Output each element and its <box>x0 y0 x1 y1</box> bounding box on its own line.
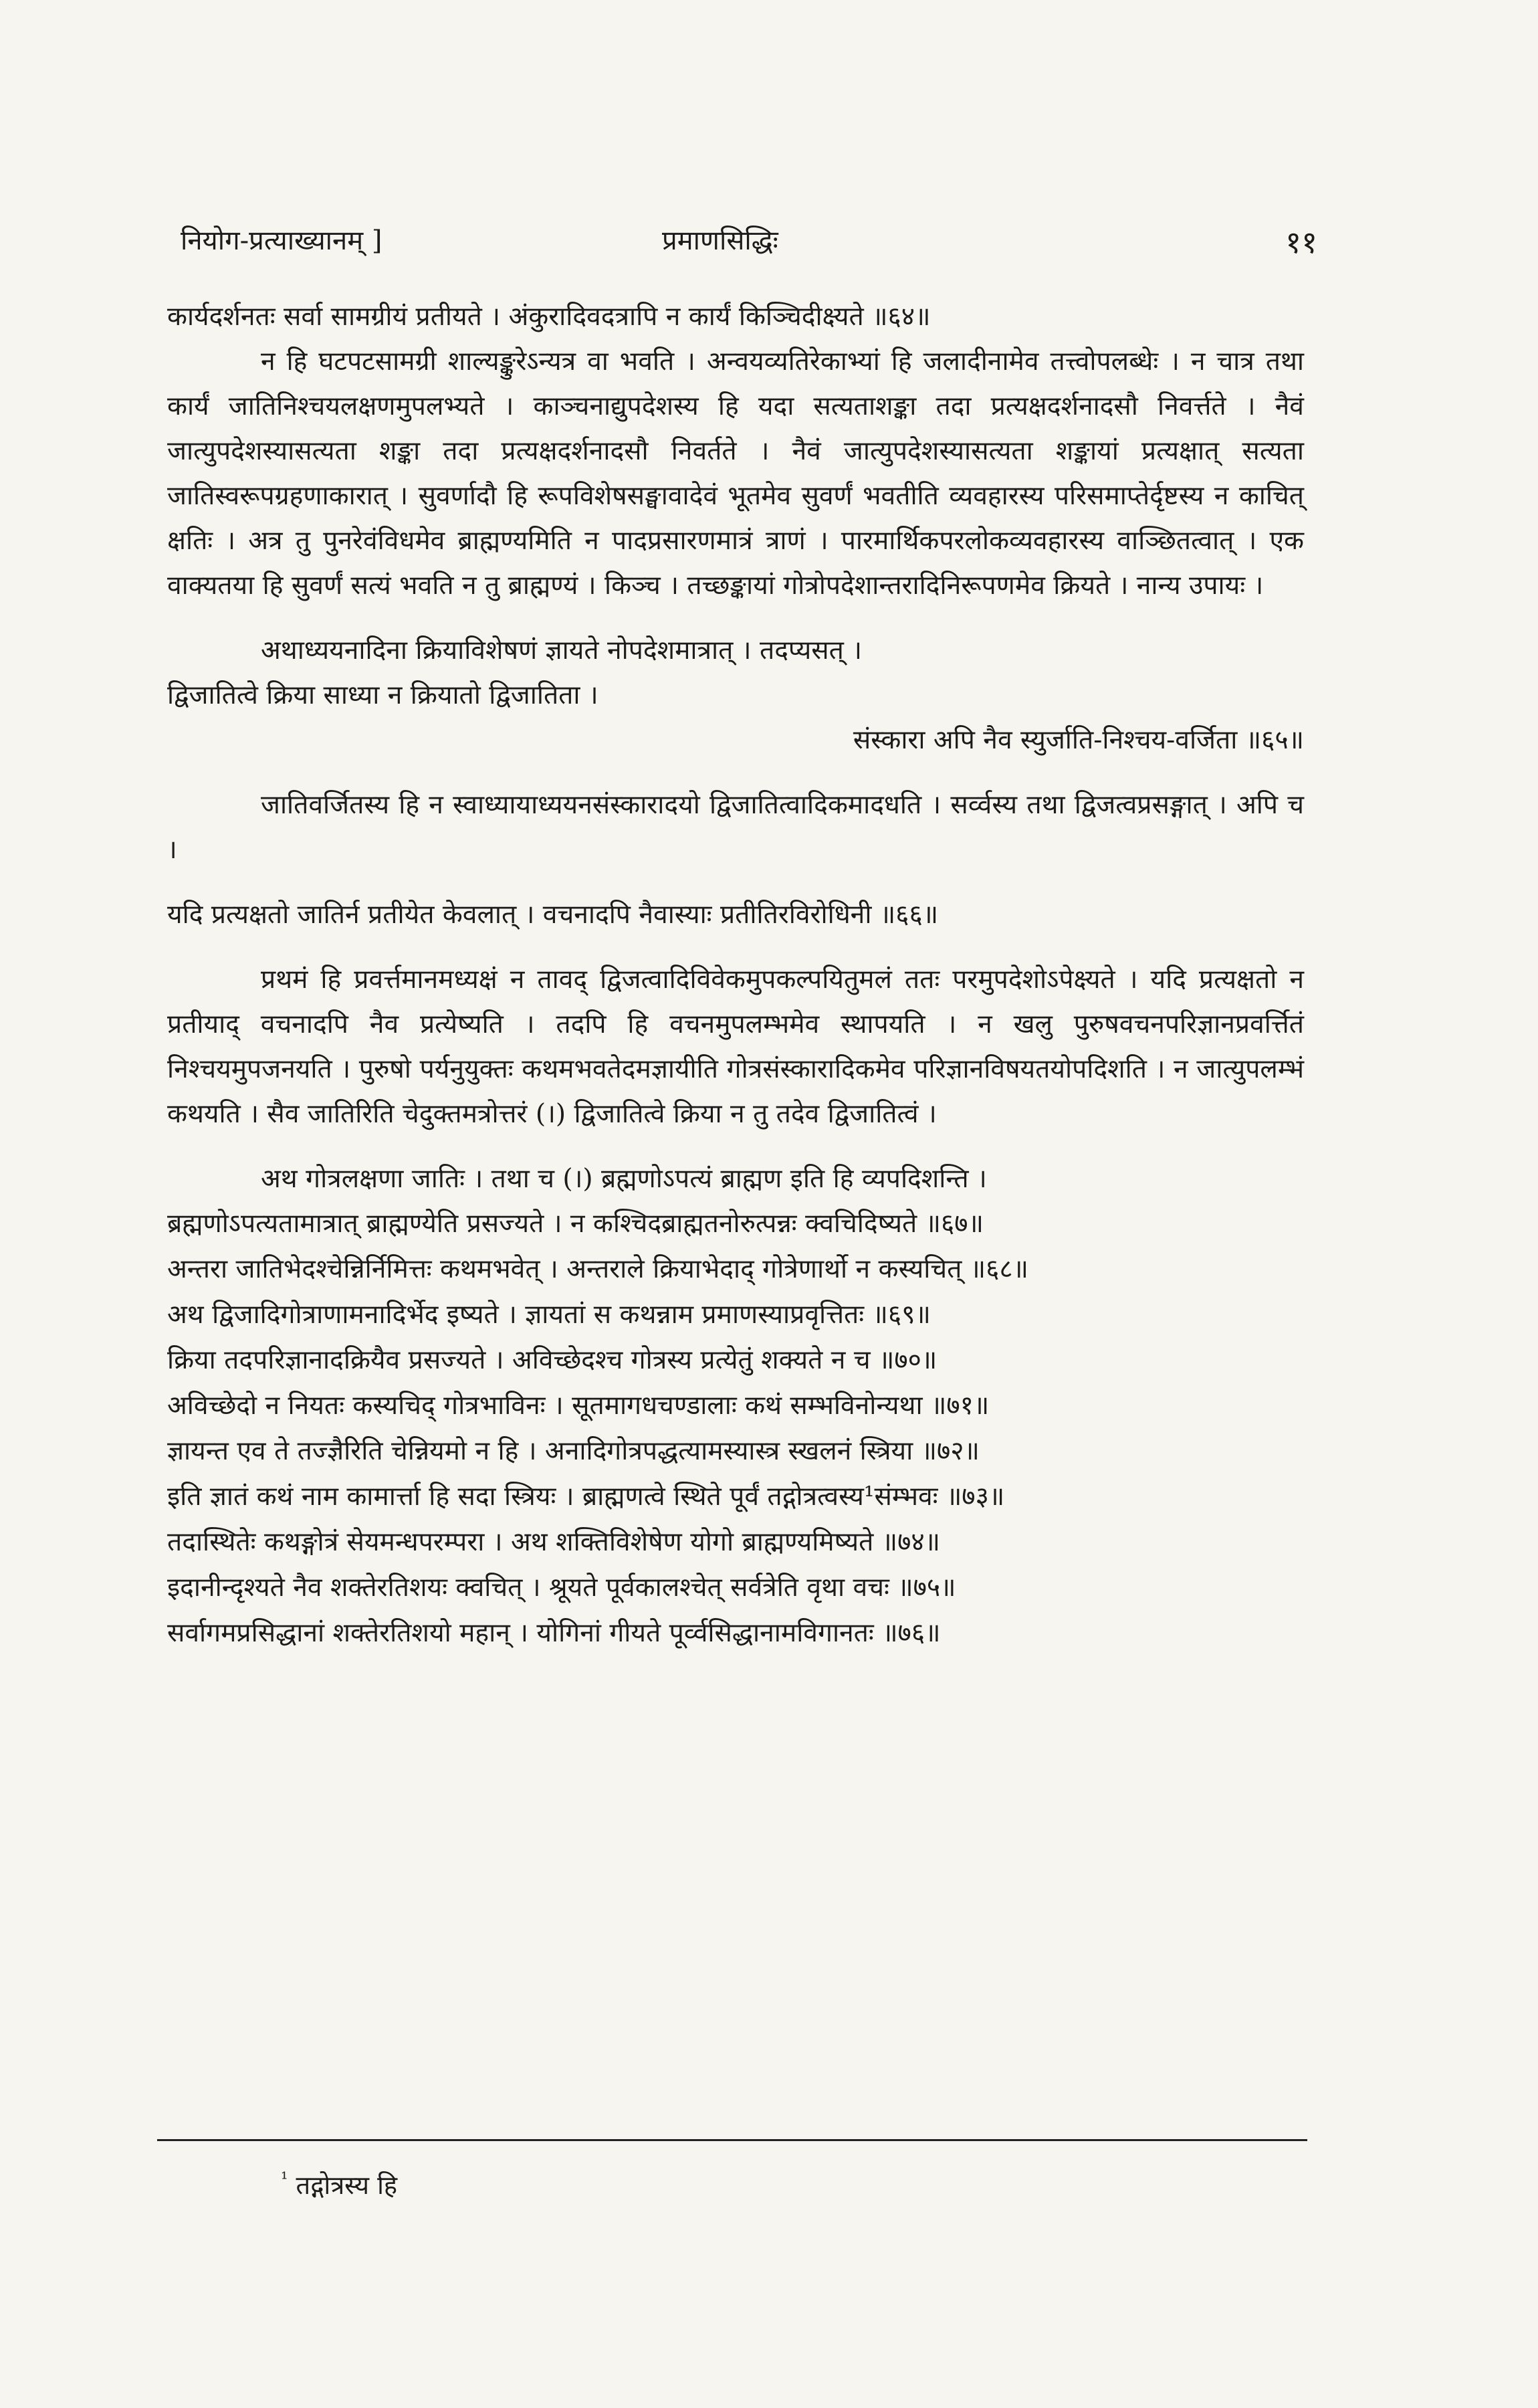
verse-line: संस्कारा अपि नैव स्युर्जाति-निश्चय-वर्जिता ॥६५॥ <box>853 725 1304 755</box>
commentary-paragraph: अथ गोत्रलक्षणा जातिः । तथा च (।) ब्रह्मणोऽपत्यं ब्राह्मण इति हि व्यपदिशन्ति । <box>261 1164 987 1194</box>
commentary-paragraph: जातिवर्जितस्य हि न स्वाध्यायाध्ययनसंस्कारादयो द्विजातित्वादिकमादधति । सर्व्वस्य तथा द्विजत्वप्रसङ्गात् । अपि च । <box>167 790 1304 865</box>
footnote-text: तद्गोत्रस्य हि <box>296 2171 398 2200</box>
verse-line: तदास्थितेः कथङ्गोत्रं सेयमन्धपरम्परा । अथ शक्तिविशेषेण योगो ब्राह्मण्यमिष्यते ॥७४॥ <box>167 1527 940 1557</box>
commentary-paragraph: न हि घटपटसामग्री शाल्यङ्कुरेऽन्यत्र वा भवति । अन्वयव्यतिरेकाभ्यां हि जलादीनामेव तत्त्वोपलब्धेः । न चात्र तथा कार्यं जातिनिश्चयलक्षणमुपलभ्यते । काञ्चनाद्युपदेशस्य हि यदा सत्यताशङ्का तदा प्रत्यक्षदर्शनादसौ निवर्त्तते । नैवं जात्युपदेशस्यासत्यता शङ्का तदा प्रत्यक्षदर्शनादसौ निवर्तते । नैवं जात्युपदेशस्यासत्यता शङ्कायां प्रत्यक्षात् सत्यता जातिस्वरूपग्रहणाकारात् । सुवर्णादौ हि रूपविशेषसङ्घावादेवं भूतमेव सुवर्णं भवतीति व्यवहारस्य परिसमाप्तेर्दृष्टस्य न काचित् क्षतिः । अत्र तु पुनरेवंविधमेव ब्राह्मण्यमिति न पादप्रसारणमात्रं त्राणं । पारमार्थिकपरलोकव्यवहारस्य वाञ्छितत्वात् । एक वाक्यतया हि सुवर्णं सत्यं भवति न तु ब्राह्मण्यं । किञ्च । तच्छङ्कायां गोत्रोपदेशान्तरादिनिरूपणमेव क्रियते । नान्य उपायः । <box>167 346 1304 601</box>
verse-line: अन्तरा जातिभेदश्चेन्निर्निमित्तः कथमभवेत् । अन्तराले क्रियाभेदाद् गोत्रेणार्थो न कस्यचित् ॥६८॥ <box>167 1254 1029 1284</box>
book-title: प्रमाणसिद्धिः <box>662 225 778 256</box>
running-header <box>181 221 1317 268</box>
verse-line: यदि प्रत्यक्षतो जातिर्न प्रतीयेत केवलात् । वचनादपि नैवास्याः प्रतीतिरविरोधिनी ॥६६॥ <box>167 900 939 930</box>
verse-line: क्रिया तदपरिज्ञानादक्रियैव प्रसज्यते । अविच्छेदश्च गोत्रस्य प्रत्येतुं शक्यते न च ॥७०॥ <box>167 1345 938 1375</box>
footnote-divider <box>157 2139 1307 2141</box>
verse-line: अथ द्विजादिगोत्राणामनादिर्भेद इष्यते । ज्ञायतां स कथन्नाम प्रमाणस्याप्रवृत्तितः ॥६९॥ <box>167 1300 931 1330</box>
page-number: ११ <box>1285 224 1317 260</box>
chapter-title: नियोग-प्रत्याख्यानम् ] <box>181 225 382 256</box>
commentary-paragraph: प्रथमं हि प्रवर्त्तमानमध्यक्षं न तावद् द्विजत्वादिविवेकमुपकल्पयितुमलं ततः परमुपदेशोऽपेक्ष्यते । यदि प्रत्यक्षतो न प्रतीयाद् वचनादपि नैव प्रत्येष्यति । तदपि हि वचनमुपलम्भमेव स्थापयति । न खलु पुरुषवचनपरिज्ञानप्रवर्त्तितं निश्चयमुपजनयति । पुरुषो पर्यनुयुक्तः कथमभवतेदमज्ञायीति गोत्रसंस्कारादिकमेव परिज्ञानविषयतयोपदिशति । न जात्युपलम्भं कथयति । सैव जातिरिति चेदुक्तमत्रोत्तरं (।) द्विजातित्वे क्रिया न तु तदेव द्विजातित्वं । <box>167 965 1304 1129</box>
commentary-paragraph: अथाध्ययनादिना क्रियाविशेषणं ज्ञायते नोपदेशमात्रात् । तदप्यसत् । <box>261 635 863 666</box>
footnote <box>281 2167 397 2202</box>
page-body <box>167 294 1304 1656</box>
verse-line: सर्वागमप्रसिद्धानां शक्तेरतिशयो महान् । योगिनां गीयते पूर्व्वसिद्धानामविगानतः ॥७६॥ <box>167 1618 941 1648</box>
verse-line: इति ज्ञातं कथं नाम कामार्त्ता हि सदा स्त्रियः । ब्राह्मणत्वे स्थिते पूर्वं तद्गोत्रत्वस्य¹संम्भवः ॥७३॥ <box>167 1482 1005 1512</box>
verse-line: इदानीन्दृश्यते नैव शक्तेरतिशयः क्वचित् । श्रूयते पूर्वकालश्चेत् सर्वत्रेति वृथा वचः ॥७५॥ <box>167 1573 956 1603</box>
footnote-marker: ¹ <box>281 2169 288 2190</box>
verse-line: ज्ञायन्त एव ते तज्ज्ञैरिति चेन्नियमो न हि । अनादिगोत्रपद्धत्यामस्यास्त्र स्खलनं स्त्रिया ॥७२॥ <box>167 1436 980 1466</box>
verse-line: ब्रह्मणोऽपत्यतामात्रात् ब्राह्मण्येति प्रसज्यते । न कश्चिदब्राह्मतनोरुत्पन्नः क्वचिदिष्यते ॥६७॥ <box>167 1209 984 1239</box>
verse-line: द्विजातित्वे क्रिया साध्या न क्रियातो द्विजातिता । <box>167 680 598 710</box>
verse-line: कार्यदर्शनतः सर्वा सामग्रीयं प्रतीयते । अंकुरादिवदत्रापि न कार्यं किञ्चिदीक्ष्यते ॥६४॥ <box>167 302 931 332</box>
verse-line: अविच्छेदो न नियतः कस्यचिद् गोत्रभाविनः । सूतमागधचण्डालाः कथं सम्भविनोन्यथा ॥७१॥ <box>167 1391 990 1421</box>
